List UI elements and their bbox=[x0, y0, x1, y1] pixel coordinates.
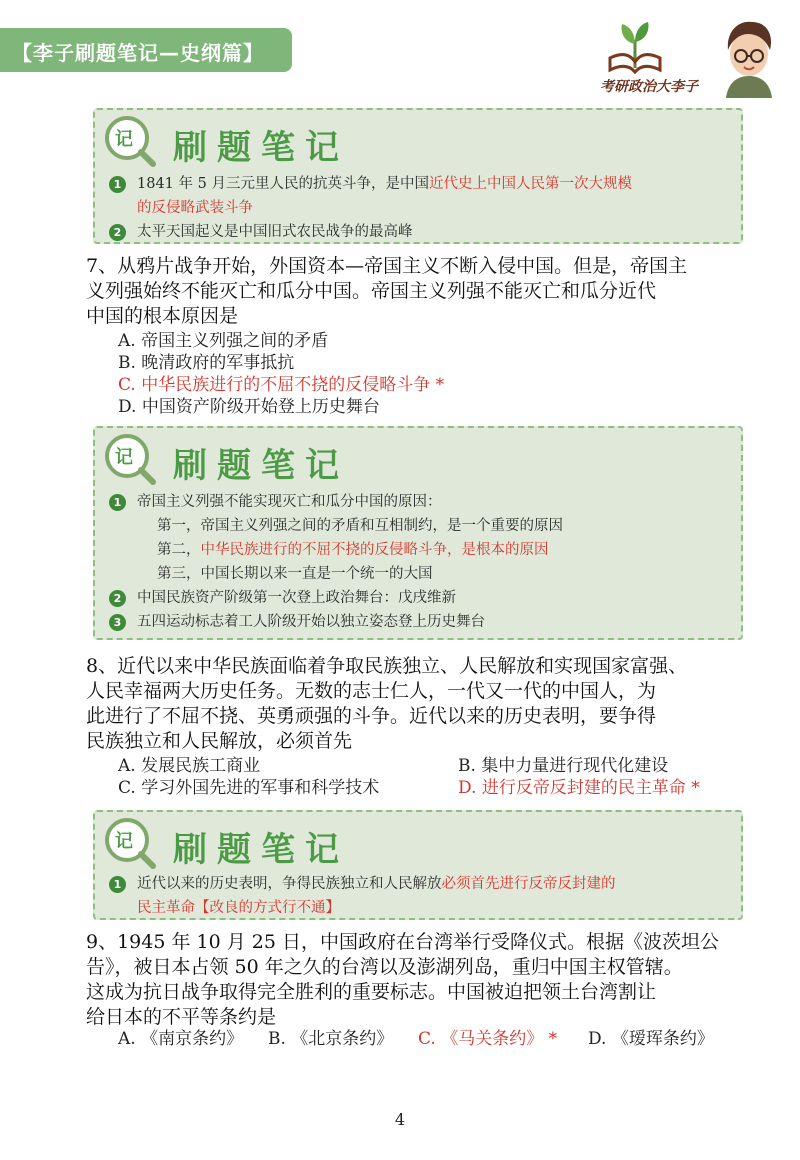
brand-name: 考研政治大李子 bbox=[600, 79, 698, 95]
question-8-stem: 8、近代以来中华民族面临着争取民族独立、人民解放和实现国家富强、 人民幸福两大历史任务。无数的志士仁人，一代又一代的中国人，为 此进行了不屈不挠、英勇顽强的斗争。近代以来的历史表明，要争得 民族独立和人民解放，必须首先 bbox=[86, 655, 688, 752]
q9-option-b: B. 《北京条约》 bbox=[268, 1029, 394, 1049]
note-title: 刷题笔记 bbox=[173, 446, 349, 486]
note-header bbox=[95, 812, 741, 872]
number-badge: 3 bbox=[109, 614, 126, 631]
note-item: 1 帝国主义列强不能实现灭亡和瓜分中国的原因： bbox=[95, 490, 741, 514]
answer-star: * bbox=[435, 375, 445, 395]
note-subitem: 第三，中国长期以来一直是一个统一的大国 bbox=[157, 566, 433, 582]
note-title: 刷题笔记 bbox=[173, 830, 349, 870]
magnifier-note-icon bbox=[101, 816, 161, 870]
avatar bbox=[718, 16, 780, 98]
header-banner bbox=[0, 28, 292, 72]
number-badge: 2 bbox=[109, 224, 126, 241]
question-9-stem: 9、1945 年 10 月 25 日，中国政府在台湾举行受降仪式。根据《波茨坦公 告》，被日本占领 50 年之久的台湾以及澎湖列岛，重归中国主权管辖。 这成为抗日战争取得完全胜利的重要标志。中国被迫把领土台湾割让 给日本的不平等条约是 bbox=[86, 931, 719, 1028]
svg-text:记: 记 bbox=[115, 831, 133, 852]
note-item: 2 太平天国起义是中国旧式农民战争的最高峰 bbox=[95, 220, 741, 244]
note-item: 1 近代以来的历史表明，争得民族独立和人民解放必须首先进行反帝反封建的 民主革命【改良的方式行不通】 bbox=[95, 872, 741, 920]
header-title: 【李子刷题笔记—史纲篇】 bbox=[12, 41, 264, 65]
q9-option-a: A. 《南京条约》 bbox=[118, 1029, 244, 1049]
q7-option-a: A. 帝国主义列强之间的矛盾 bbox=[118, 331, 329, 351]
magnifier-note-icon bbox=[101, 114, 161, 168]
number-badge: 1 bbox=[109, 176, 126, 193]
q8-option-b: B. 集中力量进行现代化建设 bbox=[458, 756, 669, 776]
number-badge: 1 bbox=[109, 876, 126, 893]
q9-option-c: C. 《马关条约》 * bbox=[418, 1029, 558, 1049]
magnifier-note-icon bbox=[101, 432, 161, 486]
book-sprout-icon bbox=[600, 18, 670, 74]
svg-text:记: 记 bbox=[115, 447, 133, 468]
note-item: 1 1841 年 5 月三元里人民的抗英斗争，是中国近代史上中国人民第一次大规模 的反侵略武装斗争 bbox=[95, 172, 741, 220]
number-badge: 2 bbox=[109, 590, 126, 607]
number-badge: 1 bbox=[109, 494, 126, 511]
q8-option-c: C. 学习外国先进的军事和科学技术 bbox=[118, 778, 380, 798]
note-box-3 bbox=[93, 810, 743, 920]
q8-option-a: A. 发展民族工商业 bbox=[118, 756, 261, 776]
note-header bbox=[95, 428, 741, 488]
note-item: 3 五四运动标志着工人阶级开始以独立姿态登上历史舞台 bbox=[95, 610, 741, 634]
note-box-2 bbox=[93, 426, 743, 640]
brand-logo bbox=[600, 18, 720, 98]
q8-option-d: D. 进行反帝反封建的民主革命 * bbox=[458, 778, 700, 798]
q7-option-d: D. 中国资产阶级开始登上历史舞台 bbox=[118, 397, 380, 417]
note-header bbox=[95, 110, 741, 170]
answer-star: * bbox=[548, 1029, 558, 1049]
page-number: 4 bbox=[394, 1110, 406, 1129]
note-item: 2 中国民族资产阶级第一次登上政治舞台：戊戌维新 bbox=[95, 586, 741, 610]
note-title: 刷题笔记 bbox=[173, 128, 349, 168]
answer-star: * bbox=[691, 778, 700, 798]
q7-option-c: C. 中华民族进行的不屈不挠的反侵略斗争 * bbox=[118, 375, 445, 395]
note-box-1 bbox=[93, 108, 743, 244]
note-subitem: 第二，中华民族进行的不屈不挠的反侵略斗争，是根本的原因 bbox=[157, 542, 549, 558]
question-7-stem: 7、从鸦片战争开始，外国资本—帝国主义不断入侵中国。但是，帝国主 义列强始终不能灭亡和瓜分中国。帝国主义列强不能灭亡和瓜分近代 中国的根本原因是 bbox=[86, 255, 688, 327]
q7-option-b: B. 晚清政府的军事抵抗 bbox=[118, 353, 295, 373]
note-subitem: 第一，帝国主义列强之间的矛盾和互相制约，是一个重要的原因 bbox=[157, 518, 563, 534]
q9-option-d: D. 《瑷珲条约》 bbox=[588, 1029, 714, 1049]
svg-text:记: 记 bbox=[115, 129, 133, 150]
